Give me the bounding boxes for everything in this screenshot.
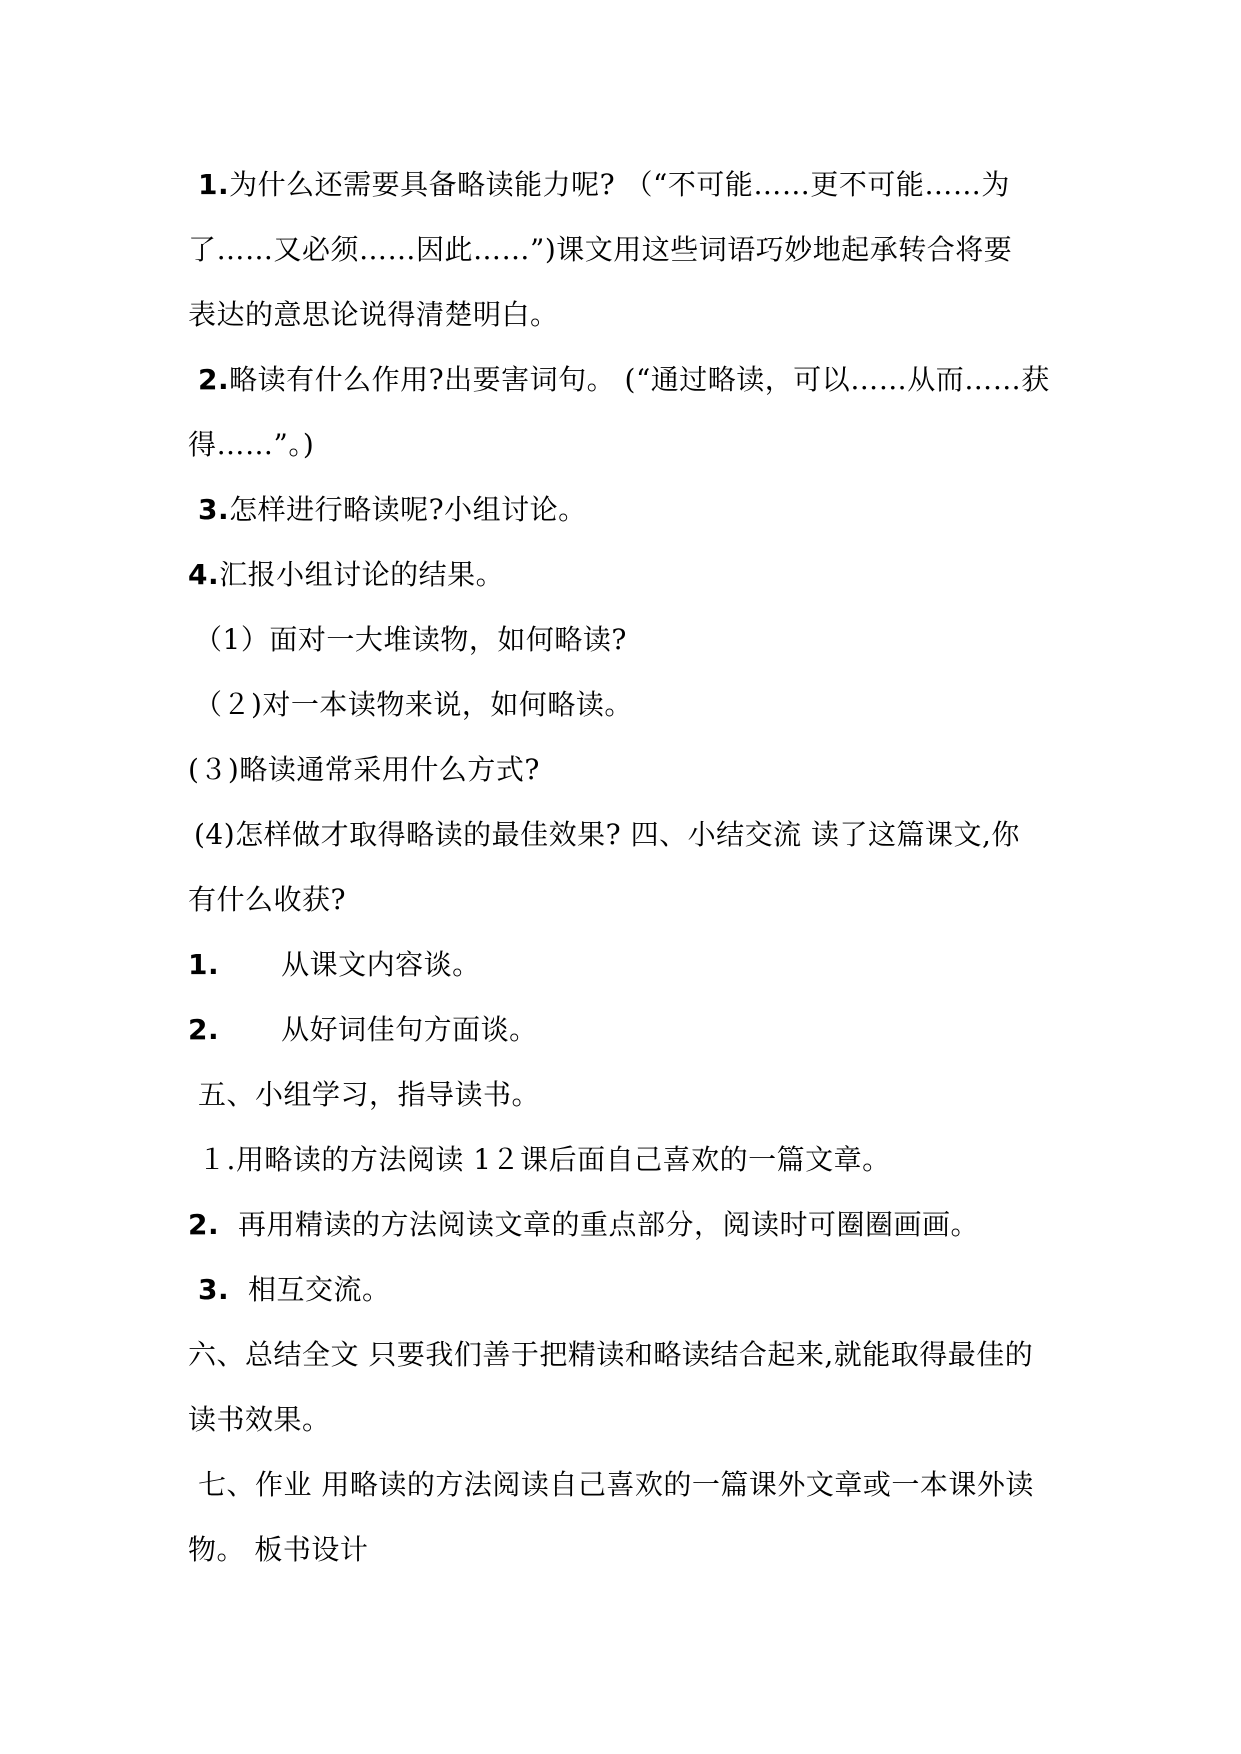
paragraph-line [188, 477, 1068, 542]
paragraph-line [188, 802, 1068, 867]
paragraph-line [188, 542, 1068, 607]
item-number: 3. [198, 1273, 230, 1306]
line-text: 相互交流。 [247, 1273, 391, 1306]
line-text: 五、小组学习，指导读书。 [198, 1078, 541, 1111]
line-text: 为什么还需要具备略读能力呢? （“不可能……更不可能……为 [229, 168, 1010, 201]
line-text: 读书效果。 [188, 1403, 331, 1436]
paragraph-line [188, 1517, 1068, 1582]
paragraph-line [188, 737, 1068, 802]
line-text: 得……”。) [188, 428, 315, 461]
line-text: 怎样进行略读呢?小组讨论。 [229, 493, 587, 526]
line-text: 有什么收获? [188, 883, 347, 916]
paragraph-line [188, 1322, 1068, 1387]
line-text: （２)对一本读物来说，如何略读。 [194, 688, 633, 721]
line-text: 物。 板书设计 [188, 1533, 369, 1566]
line-text: (4)怎样做才取得略读的最佳效果? 四、小结交流 读了这篇课文,你 [194, 818, 1020, 851]
paragraph-line [188, 347, 1068, 412]
item-number: 3. [198, 493, 230, 526]
item-number: 4. [188, 558, 220, 591]
line-text: 汇报小组讨论的结果。 [219, 558, 505, 591]
paragraph-line [188, 1257, 1068, 1322]
paragraph-line [188, 1192, 1068, 1257]
paragraph-line [188, 932, 1068, 997]
line-text: 略读有什么作用?出要害词句。 (“通过略读，可以……从而……获 [229, 363, 1050, 396]
document-body [188, 152, 1068, 1582]
line-text: 表达的意思论说得清楚明白。 [188, 298, 559, 331]
line-text: (３)略读通常采用什么方式? [188, 753, 540, 786]
item-number: 2. [198, 363, 230, 396]
paragraph-line [188, 672, 1068, 737]
paragraph-line [188, 1127, 1068, 1192]
item-number: 2. [188, 1208, 220, 1241]
item-number: 1. [188, 948, 220, 981]
line-text: 再用精读的方法阅读文章的重点部分，阅读时可圈圈画画。 [237, 1208, 979, 1241]
line-text: １.用略读的方法阅读 1２课后面自己喜欢的一篇文章。 [198, 1143, 891, 1176]
item-number: 2. [188, 1013, 220, 1046]
paragraph-line [188, 997, 1068, 1062]
paragraph-line [188, 1062, 1068, 1127]
paragraph-line [188, 412, 1068, 477]
line-text: 从课文内容谈。 [281, 948, 481, 981]
line-text: 了……又必须……因此……”)课文用这些词语巧妙地起承转合将要 [188, 233, 1013, 266]
line-text: 六、总结全文 只要我们善于把精读和略读结合起来,就能取得最佳的 [188, 1338, 1034, 1371]
item-number: 1. [198, 168, 230, 201]
line-text: 从好词佳句方面谈。 [281, 1013, 538, 1046]
paragraph-line [188, 282, 1068, 347]
line-text: （1）面对一大堆读物，如何略读? [194, 623, 627, 656]
line-text: 七、作业 用略读的方法阅读自己喜欢的一篇课外文章或一本课外读 [198, 1468, 1034, 1501]
paragraph-line [188, 1452, 1068, 1517]
paragraph-line [188, 152, 1068, 217]
paragraph-line [188, 607, 1068, 672]
paragraph-line [188, 1387, 1068, 1452]
paragraph-line [188, 867, 1068, 932]
paragraph-line [188, 217, 1068, 282]
